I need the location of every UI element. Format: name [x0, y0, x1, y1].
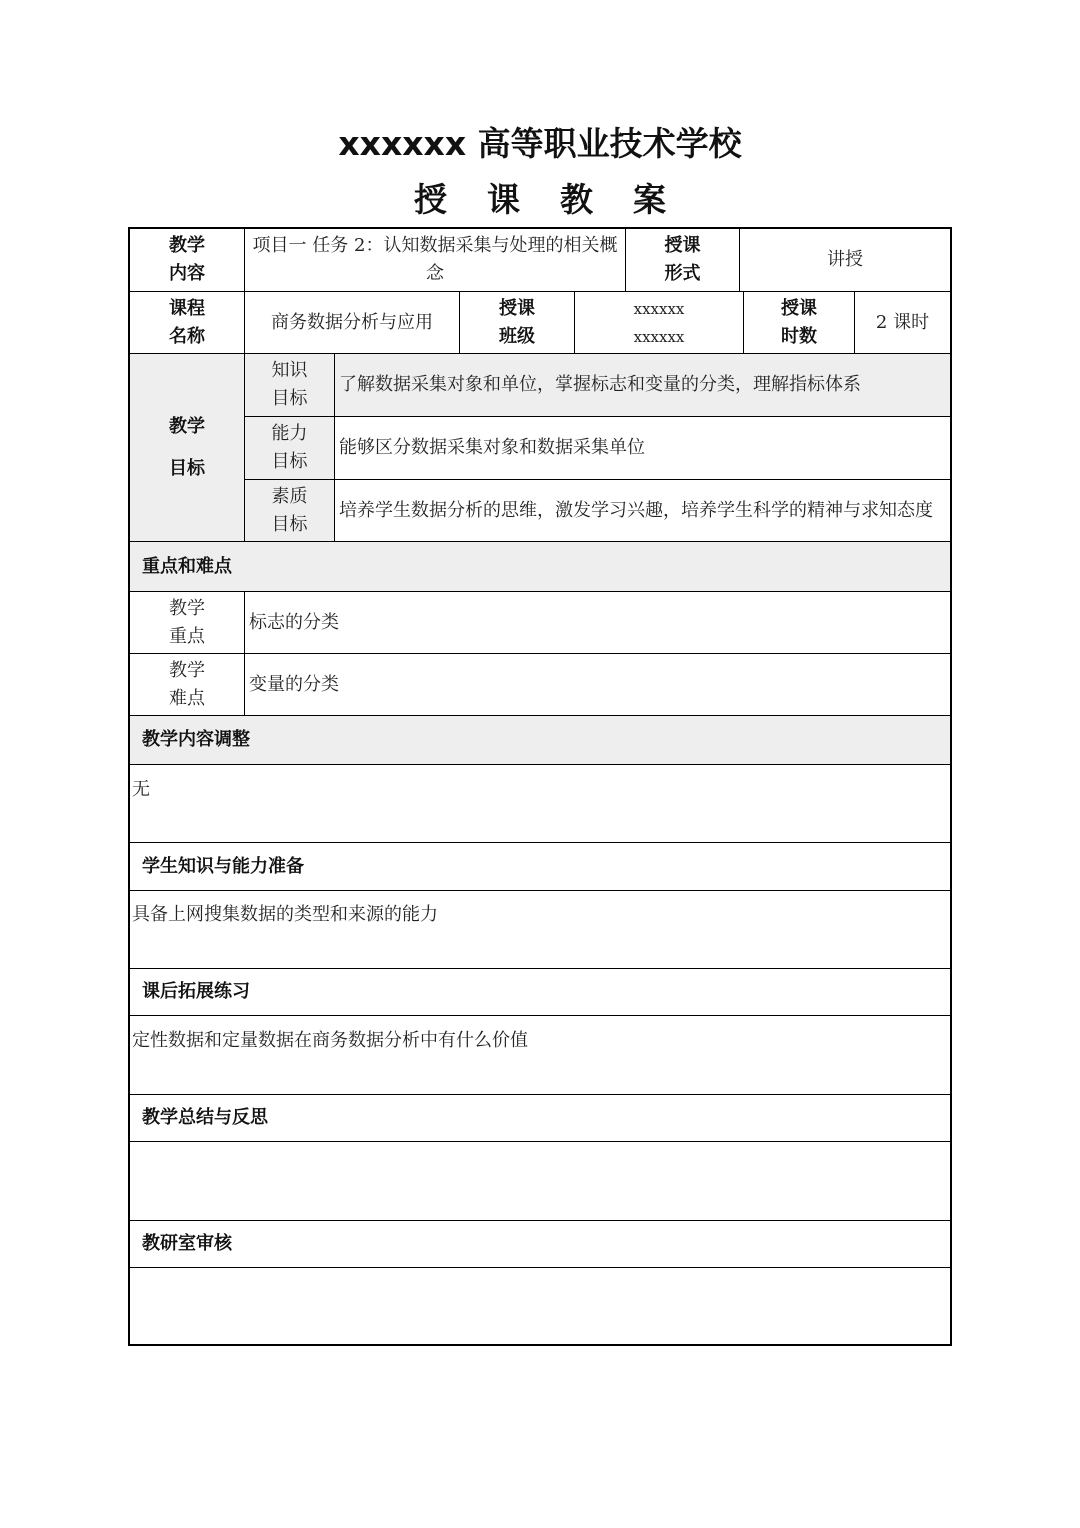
- exercise-body: [132, 1027, 948, 1055]
- content-label-line-1: 教学: [169, 235, 205, 256]
- rule: [130, 890, 950, 891]
- rule: [130, 1141, 950, 1142]
- form-label-line-2: 形式: [664, 263, 701, 284]
- objective-1-text: [335, 354, 950, 416]
- class-label: [460, 292, 574, 353]
- hours-label: [744, 292, 854, 353]
- objective-3-text-value: 培养学生数据分析的思维，激发学习兴趣，培养学生科学的精神与求知态度: [339, 499, 933, 521]
- difficulty-label: [130, 654, 244, 715]
- objectives-label: [130, 354, 244, 541]
- content-label: [130, 229, 244, 291]
- class-label-line-2: 班级: [499, 325, 535, 347]
- hours-label-line-2: 时数: [781, 325, 817, 347]
- document-title: 授课教案: [414, 180, 706, 219]
- exercise-body-text: 定性数据和定量数据在商务数据分析中有什么价值: [132, 1030, 528, 1051]
- key-point-label-line-2: 重点: [169, 625, 205, 647]
- content-value-text: 项目一 任务 2：认知数据采集与处理的相关概念: [252, 235, 618, 284]
- form-value-text: 讲授: [827, 249, 863, 270]
- objective-1-label-line-2: 目标: [271, 388, 308, 409]
- difficulty-text-value: 变量的分类: [249, 673, 339, 695]
- objective-2-text: [335, 417, 950, 479]
- objective-3-label-line-2: 目标: [271, 513, 308, 535]
- class-value-line-1: xxxxxx: [633, 299, 685, 318]
- objective-3-label-line-1: 素质: [271, 485, 308, 507]
- hours-value-text: 2 课时: [875, 311, 930, 333]
- review-heading: [130, 1221, 950, 1267]
- class-value: [575, 292, 743, 353]
- class-label-line-1: 授课: [499, 297, 535, 319]
- adjustment-heading-text: 教学内容调整: [142, 729, 250, 750]
- rule: [130, 1015, 950, 1016]
- hours-value: [855, 292, 950, 353]
- course-label: [130, 292, 244, 353]
- adjustment-body: [132, 776, 948, 804]
- objective-1-label-line-1: 知识: [271, 360, 308, 381]
- objective-3-text: [335, 480, 950, 541]
- objective-2-label: [245, 417, 334, 479]
- objective-1-text-value: 了解数据采集对象和单位，掌握标志和变量的分类，理解指标体系: [339, 374, 861, 395]
- objective-3-label: [245, 480, 334, 541]
- difficulty-text: [245, 654, 950, 715]
- preparation-heading: [130, 843, 950, 890]
- review-heading-text: 教研室审核: [142, 1233, 232, 1254]
- exercise-heading-text: 课后拓展练习: [142, 981, 250, 1002]
- preparation-body-text: 具备上网搜集数据的类型和来源的能力: [132, 904, 438, 925]
- hours-label-line-1: 授课: [781, 297, 817, 319]
- content-value: [245, 229, 625, 291]
- adjustment-heading: [130, 716, 950, 764]
- school-name: xxxxxx 高等职业技术学校: [338, 124, 742, 163]
- key-point-text-value: 标志的分类: [249, 611, 339, 633]
- objective-1-label: [245, 354, 334, 416]
- course-value-text: 商务数据分析与应用: [271, 311, 433, 333]
- form-label-line-1: 授课: [664, 235, 701, 256]
- adjustment-body-text: 无: [132, 779, 150, 800]
- content-label-line-2: 内容: [169, 263, 205, 284]
- course-value: [245, 292, 459, 353]
- exercise-heading: [130, 969, 950, 1015]
- class-value-line-2: xxxxxx: [633, 327, 685, 346]
- preparation-body: [132, 901, 948, 929]
- form-label: [626, 229, 739, 291]
- key-point-text: [245, 592, 950, 653]
- reflection-heading-text: 教学总结与反思: [142, 1107, 268, 1128]
- key-points-heading: [130, 542, 950, 591]
- objective-2-text-value: 能够区分数据采集对象和数据采集单位: [339, 437, 645, 458]
- objectives-label-line-2: 目标: [169, 457, 205, 479]
- key-point-label-line-1: 教学: [169, 597, 205, 619]
- key-point-label: [130, 592, 244, 653]
- rule: [130, 764, 950, 765]
- form-value: [740, 229, 950, 291]
- difficulty-label-line-1: 教学: [169, 659, 205, 681]
- course-label-line-1: 课程: [169, 297, 205, 319]
- objectives-label-line-1: 教学: [169, 415, 205, 437]
- preparation-heading-text: 学生知识与能力准备: [142, 855, 304, 877]
- reflection-heading: [130, 1095, 950, 1141]
- difficulty-label-line-2: 难点: [169, 687, 205, 709]
- objective-2-label-line-2: 目标: [271, 451, 308, 472]
- rule: [130, 1267, 950, 1268]
- objective-2-label-line-1: 能力: [271, 423, 308, 444]
- key-points-heading-text: 重点和难点: [142, 555, 232, 577]
- course-label-line-2: 名称: [169, 325, 205, 347]
